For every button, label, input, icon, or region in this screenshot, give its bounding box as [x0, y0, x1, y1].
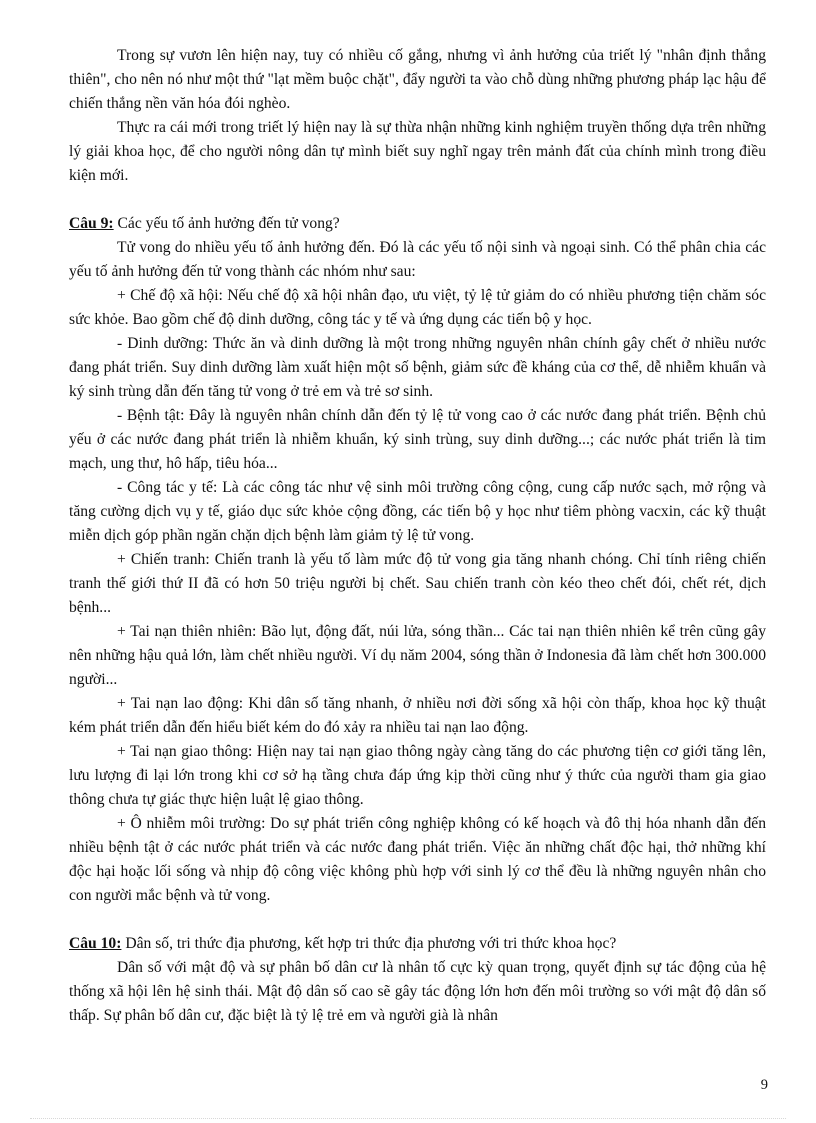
- footer-divider: [30, 1118, 786, 1119]
- paragraph: + Chế độ xã hội: Nếu chế độ xã hội nhân đạo, ưu việt, tỷ lệ tử giảm do có nhiều phương tiện chăm sóc sức khỏe. Bao gồm chế độ dinh dưỡng, công tác y tế và ứng dụng các tiến bộ y học.: [69, 287, 766, 328]
- spacer: [69, 188, 766, 212]
- paragraph: Trong sự vươn lên hiện nay, tuy có nhiều cố gắng, nhưng vì ảnh hưởng của triết lý "nhân định thắng thiên", cho nên nó như một thứ "lạt mềm buộc chặt", đẩy người ta vào chỗ dùng những phương pháp lạc hậu để chiến thắng nền văn hóa đói nghèo.: [69, 47, 766, 112]
- paragraph: - Dinh dưỡng: Thức ăn và dinh dưỡng là một trong những nguyên nhân chính gây chết ở nhiều nước đang phát triển. Suy dinh dưỡng làm xuất hiện một số bệnh, giảm sức đề kháng của cơ thể, dễ nhiễm khuẩn và ký sinh trùng dẫn đến tăng tử vong ở trẻ em và trẻ sơ sinh.: [69, 335, 766, 400]
- page-number: 9: [760, 1077, 768, 1093]
- question-9-heading: [69, 212, 766, 236]
- paragraph: Dân số với mật độ và sự phân bố dân cư là nhân tố cực kỳ quan trọng, quyết định sự tác động của hệ thống xã hội lên hệ sinh thái. Mật độ dân số cao sẽ gây tác động lớn hơn đến môi trường so với mật độ dân số thấp. Sự phân bố dân cư, đặc biệt là tỷ lệ trẻ em và người già là nhân: [69, 959, 766, 1024]
- question-9-label: Câu 9:: [69, 215, 114, 232]
- question-10-heading: [69, 932, 766, 956]
- paragraph: + Tai nạn giao thông: Hiện nay tai nạn giao thông ngày càng tăng do các phương tiện cơ giới tăng lên, lưu lượng đi lại lớn trong khi cơ sở hạ tầng chưa đáp ứng kịp thời cũng như ý thức của người tham gia giao thông chưa tự giác thực hiện luật lệ giao thông.: [69, 743, 766, 808]
- paragraph: - Công tác y tế: Là các công tác như vệ sinh môi trường công cộng, cung cấp nước sạch, mở rộng và tăng cường dịch vụ y tế, giáo dục sức khỏe cộng đồng, các tiến bộ y học như tiêm phòng vacxin, các kỹ thuật miễn dịch góp phần ngăn chặn dịch bệnh làm giảm tỷ lệ tử vong.: [69, 479, 766, 544]
- spacer: [69, 908, 766, 932]
- paragraph: + Ô nhiễm môi trường: Do sự phát triển công nghiệp không có kế hoạch và đô thị hóa nhanh dẫn đến nhiều bệnh tật ở các nước phát triển và các nước đang phát triển. Việc ăn những chất độc hại, thở những khí độc hại hoặc lối sống và nhịp độ công việc không phù hợp với sinh lý cơ thể đều là những nguyên nhân cho con người mắc bệnh và tử vong.: [69, 815, 766, 904]
- document-body: [69, 44, 766, 1028]
- question-10-label: Câu 10:: [69, 935, 122, 952]
- paragraph: + Tai nạn thiên nhiên: Bão lụt, động đất, núi lửa, sóng thần... Các tai nạn thiên nhiên kể trên cũng gây nên những hậu quả lớn, làm chết nhiều người. Ví dụ năm 2004, sóng thần ở Indonesia đã làm chết hơn 300.000 người...: [69, 623, 766, 688]
- paragraph: + Chiến tranh: Chiến tranh là yếu tố làm mức độ tử vong gia tăng nhanh chóng. Chỉ tính riêng chiến tranh thế giới thứ II đã có hơn 50 triệu người bị chết. Sau chiến tranh còn kéo theo chết đói, chết rét, dịch bệnh...: [69, 551, 766, 616]
- paragraph: Thực ra cái mới trong triết lý hiện nay là sự thừa nhận những kinh nghiệm truyền thống dựa trên những lý giải khoa học, để cho người nông dân tự mình biết suy nghĩ ngay trên mảnh đất của chính mình trong điều kiện mới.: [69, 119, 766, 184]
- paragraph: + Tai nạn lao động: Khi dân số tăng nhanh, ở nhiều nơi đời sống xã hội còn thấp, khoa học kỹ thuật kém phát triển dẫn đến hiểu biết kém do đó xảy ra nhiều tai nạn lao động.: [69, 695, 766, 736]
- question-10-title: Dân số, tri thức địa phương, kết hợp tri thức địa phương với tri thức khoa học?: [121, 935, 617, 952]
- paragraph: - Bệnh tật: Đây là nguyên nhân chính dẫn đến tỷ lệ tử vong cao ở các nước đang phát triển. Bệnh chủ yếu ở các nước đang phát triển là nhiễm khuẩn, ký sinh trùng, suy dinh dưỡng...; các nước phát triển là tim mạch, ung thư, hô hấp, tiêu hóa...: [69, 407, 766, 472]
- paragraph: Tử vong do nhiều yếu tố ảnh hưởng đến. Đó là các yếu tố nội sinh và ngoại sinh. Có thể phân chia các yếu tố ảnh hưởng đến tử vong thành các nhóm như sau:: [69, 239, 766, 280]
- question-9-title: Các yếu tố ảnh hưởng đến tử vong?: [113, 215, 340, 232]
